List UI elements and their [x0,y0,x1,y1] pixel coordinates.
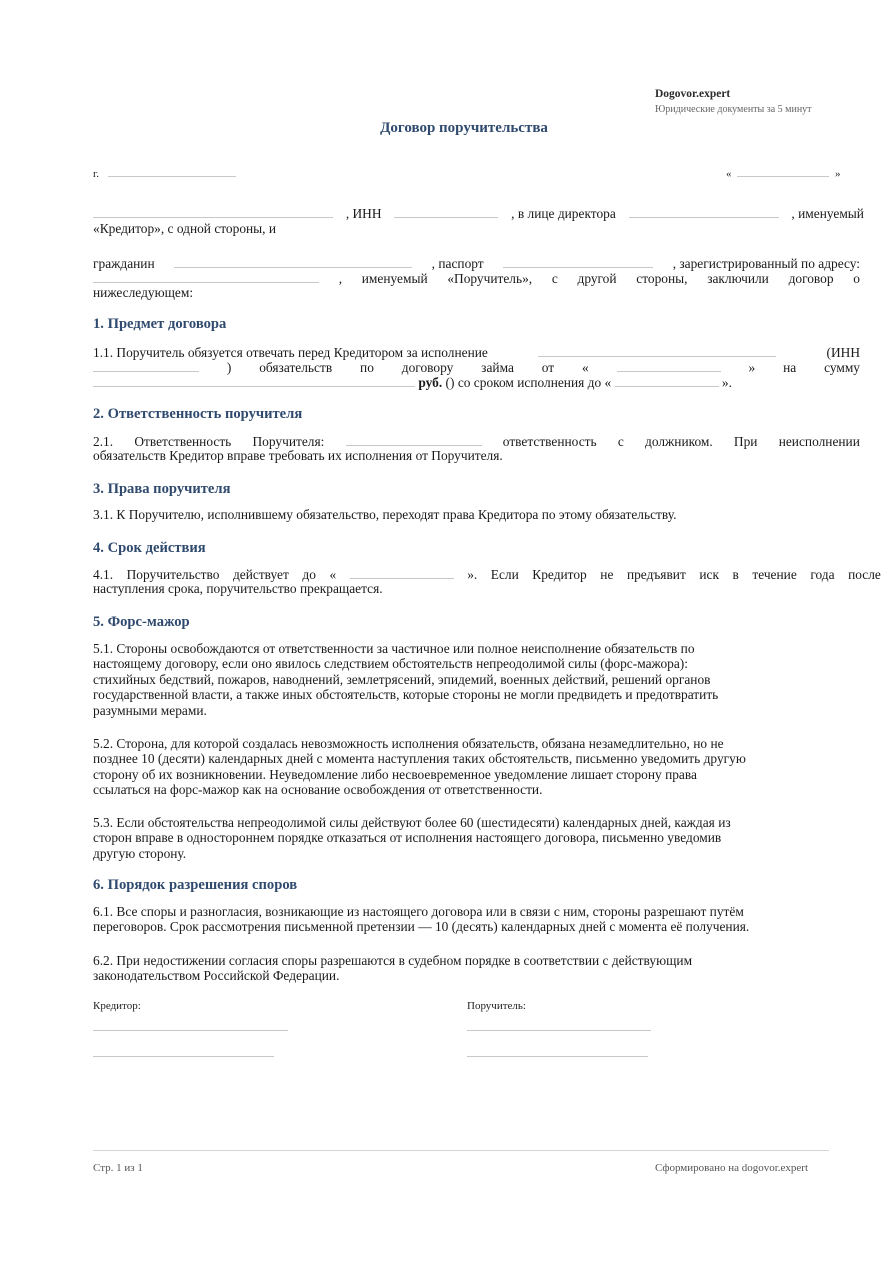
brand-name: Dogovor.expert [655,88,731,100]
s4-text: предъявит [626,567,686,582]
liability-type-blank[interactable] [346,433,482,446]
creditor-line [93,205,864,221]
validity-date-blank[interactable] [350,566,454,579]
paragraph-line: сторону об их возникновении. Неуведомление либо несвоевременное уведомление лишает сторону права [93,766,697,782]
paragraph-line: 6.1. Все споры и разногласия, возникающие из настоящего договора или в связи с ним, стороны разрешают путём [93,904,744,919]
paragraph-line: законодательством Российской Федерации. [93,968,340,984]
rub-label: руб. [418,375,443,390]
s4-text: Если [490,567,519,582]
debtor-inn-blank[interactable] [93,359,199,372]
s4-text: в [732,567,739,582]
paragraph-line: государственной власти, а также иных обстоятельств, которые стороны не могли предвидеть и предотвратить [93,687,719,703]
debtor-blank[interactable] [538,344,776,357]
paragraph-line: настоящему договору, если оно явилось следствием обстоятельств непреодолимой силы (форс-мажора): [93,656,688,672]
section-1-title: 1. Предмет договора [93,316,227,332]
guarantor-line [93,270,860,286]
footer-divider [93,1150,829,1151]
section-3-title: 3. Права поручителя [93,481,231,497]
creditor-named-label: , именуемый [791,206,864,221]
section-4-line-2: наступления срока, поручительство прекращается. [93,581,383,596]
paragraph-line: 5.2. Сторона, для которой создалась невозможность исполнения обязательств, обязана незамедлительно, но не [93,736,724,751]
brand-tagline: Юридические документы за 5 минут [655,104,812,115]
due-date-blank[interactable] [615,374,719,387]
s2-text: должником. [645,434,713,449]
guarantor-word: именуемый [361,271,428,286]
section-5-paragraph-2 [93,736,867,798]
s1-text: обязательств [259,360,333,375]
creditor-signature-line[interactable] [93,1030,288,1031]
registered-label: , зарегистрированный по адресу: [672,256,860,271]
s4-text: иск [699,567,719,582]
guarantor-signature-line[interactable] [467,1030,651,1031]
paragraph-line: 5.1. Стороны освобождаются от ответственности за частичное или полное неисполнение обязательств по [93,641,695,656]
creditor-name-line[interactable] [93,1056,274,1057]
guarantor-word: о [853,271,860,286]
guarantor-word: «Поручитель», [447,271,533,286]
section-1-line-2 [93,359,860,375]
guarantor-word: стороны, [636,271,688,286]
s2-text: ответственность [502,434,597,449]
creditor-name-blank[interactable] [93,205,333,218]
s4-text: действует [232,567,289,582]
s4-text: « [329,567,337,582]
s4-text: до [302,567,316,582]
city-prefix: г. [93,168,100,180]
s2-text: 2.1. [93,434,114,449]
section-4-line-1 [93,566,881,582]
section-2-title: 2. Ответственность поручителя [93,406,303,422]
citizen-label: гражданин [93,256,155,271]
intro-end: нижеследующем: [93,285,194,300]
s1-text: по [360,360,374,375]
s1-text: договору [401,360,454,375]
paragraph-line: разумными мерами. [93,702,207,718]
paragraph-line: позднее 10 (десяти) календарных дней с момента наступления таких обстоятельств, письменно уведомить другую [93,751,746,767]
section-6-paragraph-1 [93,904,867,935]
creditor-line-2: «Кредитор», с одной стороны, и [93,221,277,236]
creditor-director-label: , в лице директора [511,206,616,221]
section-6-title: 6. Порядок разрешения споров [93,877,298,893]
s4-text: ». [467,567,478,582]
s1-text: сумму [824,360,860,375]
s2-text: с [617,434,624,449]
date-field [726,164,841,180]
s2-text: неисполнении [778,434,860,449]
s4-text: не [600,567,614,582]
s1-text: ». [721,375,732,390]
guarantor-word: с [551,271,558,286]
s2-text: При [733,434,758,449]
city-line [93,164,236,180]
section-5-paragraph-3 [93,815,867,861]
sum-blank[interactable] [93,374,415,387]
date-quote-open: « [726,168,732,180]
paragraph-line: 5.3. Если обстоятельства непреодолимой силы действуют более 60 (шестидесяти) календарных дней, каждая из [93,815,731,830]
paragraph-line: стихийных бедствий, пожаров, наводнений, землетрясений, эпидемий, военных действий, решений органов [93,671,711,687]
section-1-line-3 [93,374,860,390]
creditor-inn-label: , ИНН [345,206,382,221]
date-blank[interactable] [737,164,829,177]
s1-text: (ИНН [826,345,860,360]
s1-text: » [748,360,756,375]
s4-text: года [810,567,835,582]
section-5-paragraph-1 [93,641,867,718]
section-2-line-2: обязательств Кредитор вправе требовать их исполнения от Поручителя. [93,448,503,463]
guarantor-signature-label: Поручитель: [467,1000,526,1012]
paragraph-line: сторон вправе в одностороннем порядке отказаться от исполнения настоящего договора, письменно уведомив [93,830,722,846]
document-title: Договор поручительства [380,120,548,136]
s4-text: течение [752,567,797,582]
director-name-blank[interactable] [629,205,779,218]
generated-by: Сформировано на dogovor.expert [655,1162,809,1174]
passport-blank[interactable] [503,255,653,268]
creditor-inn-blank[interactable] [394,205,498,218]
s4-text: Поручительство [126,567,220,582]
s1-text: ) [226,360,232,375]
date-quote-close: » [835,168,841,180]
s2-text: Ответственность [134,434,232,449]
s4-text: после [848,567,881,582]
city-blank[interactable] [108,164,236,177]
s4-text: 4.1. [93,567,114,582]
guarantor-word: заключили [707,271,769,286]
citizen-line [93,255,860,271]
guarantor-word: договор [788,271,834,286]
guarantor-word: другой [577,271,617,286]
section-1-line-1 [93,344,860,360]
s1-text: займа [481,360,514,375]
paragraph-line: переговоров. Срок рассмотрения письменной претензии — 10 (десять) календарных дней с момента её получения. [93,919,750,935]
section-4-title: 4. Срок действия [93,540,206,556]
citizen-name-blank[interactable] [174,255,412,268]
s2-text: Поручителя: [252,434,325,449]
section-2-line-1 [93,433,860,449]
creditor-signature-label: Кредитор: [93,1000,141,1012]
s1-text: 1.1. Поручитель обязуется отвечать перед Кредитором за исполнение [93,345,488,360]
loan-date-blank[interactable] [617,359,721,372]
guarantor-comma: , [338,271,343,286]
s1-text: () со сроком исполнения до « [442,375,612,390]
s1-text: от [541,360,555,375]
passport-label: , паспорт [431,256,484,271]
section-3-text: 3.1. К Поручителю, исполнившему обязательство, переходят права Кредитора по этому обязательству. [93,507,677,522]
s1-text: « [582,360,589,375]
paragraph-line: другую сторону. [93,845,187,861]
guarantor-name-line[interactable] [467,1056,648,1057]
paragraph-line: ссылаться на форс-мажор как на основание освобождения от ответственности. [93,782,543,798]
section-6-paragraph-2 [93,953,867,984]
paragraph-line: 6.2. При недостижении согласия споры разрешаются в судебном порядке в соответствии с действующим [93,953,693,968]
page-number: Стр. 1 из 1 [93,1162,143,1174]
address-blank[interactable] [93,270,319,283]
s1-text: на [783,360,797,375]
s4-text: Кредитор [532,567,587,582]
section-5-title: 5. Форс-мажор [93,614,190,630]
